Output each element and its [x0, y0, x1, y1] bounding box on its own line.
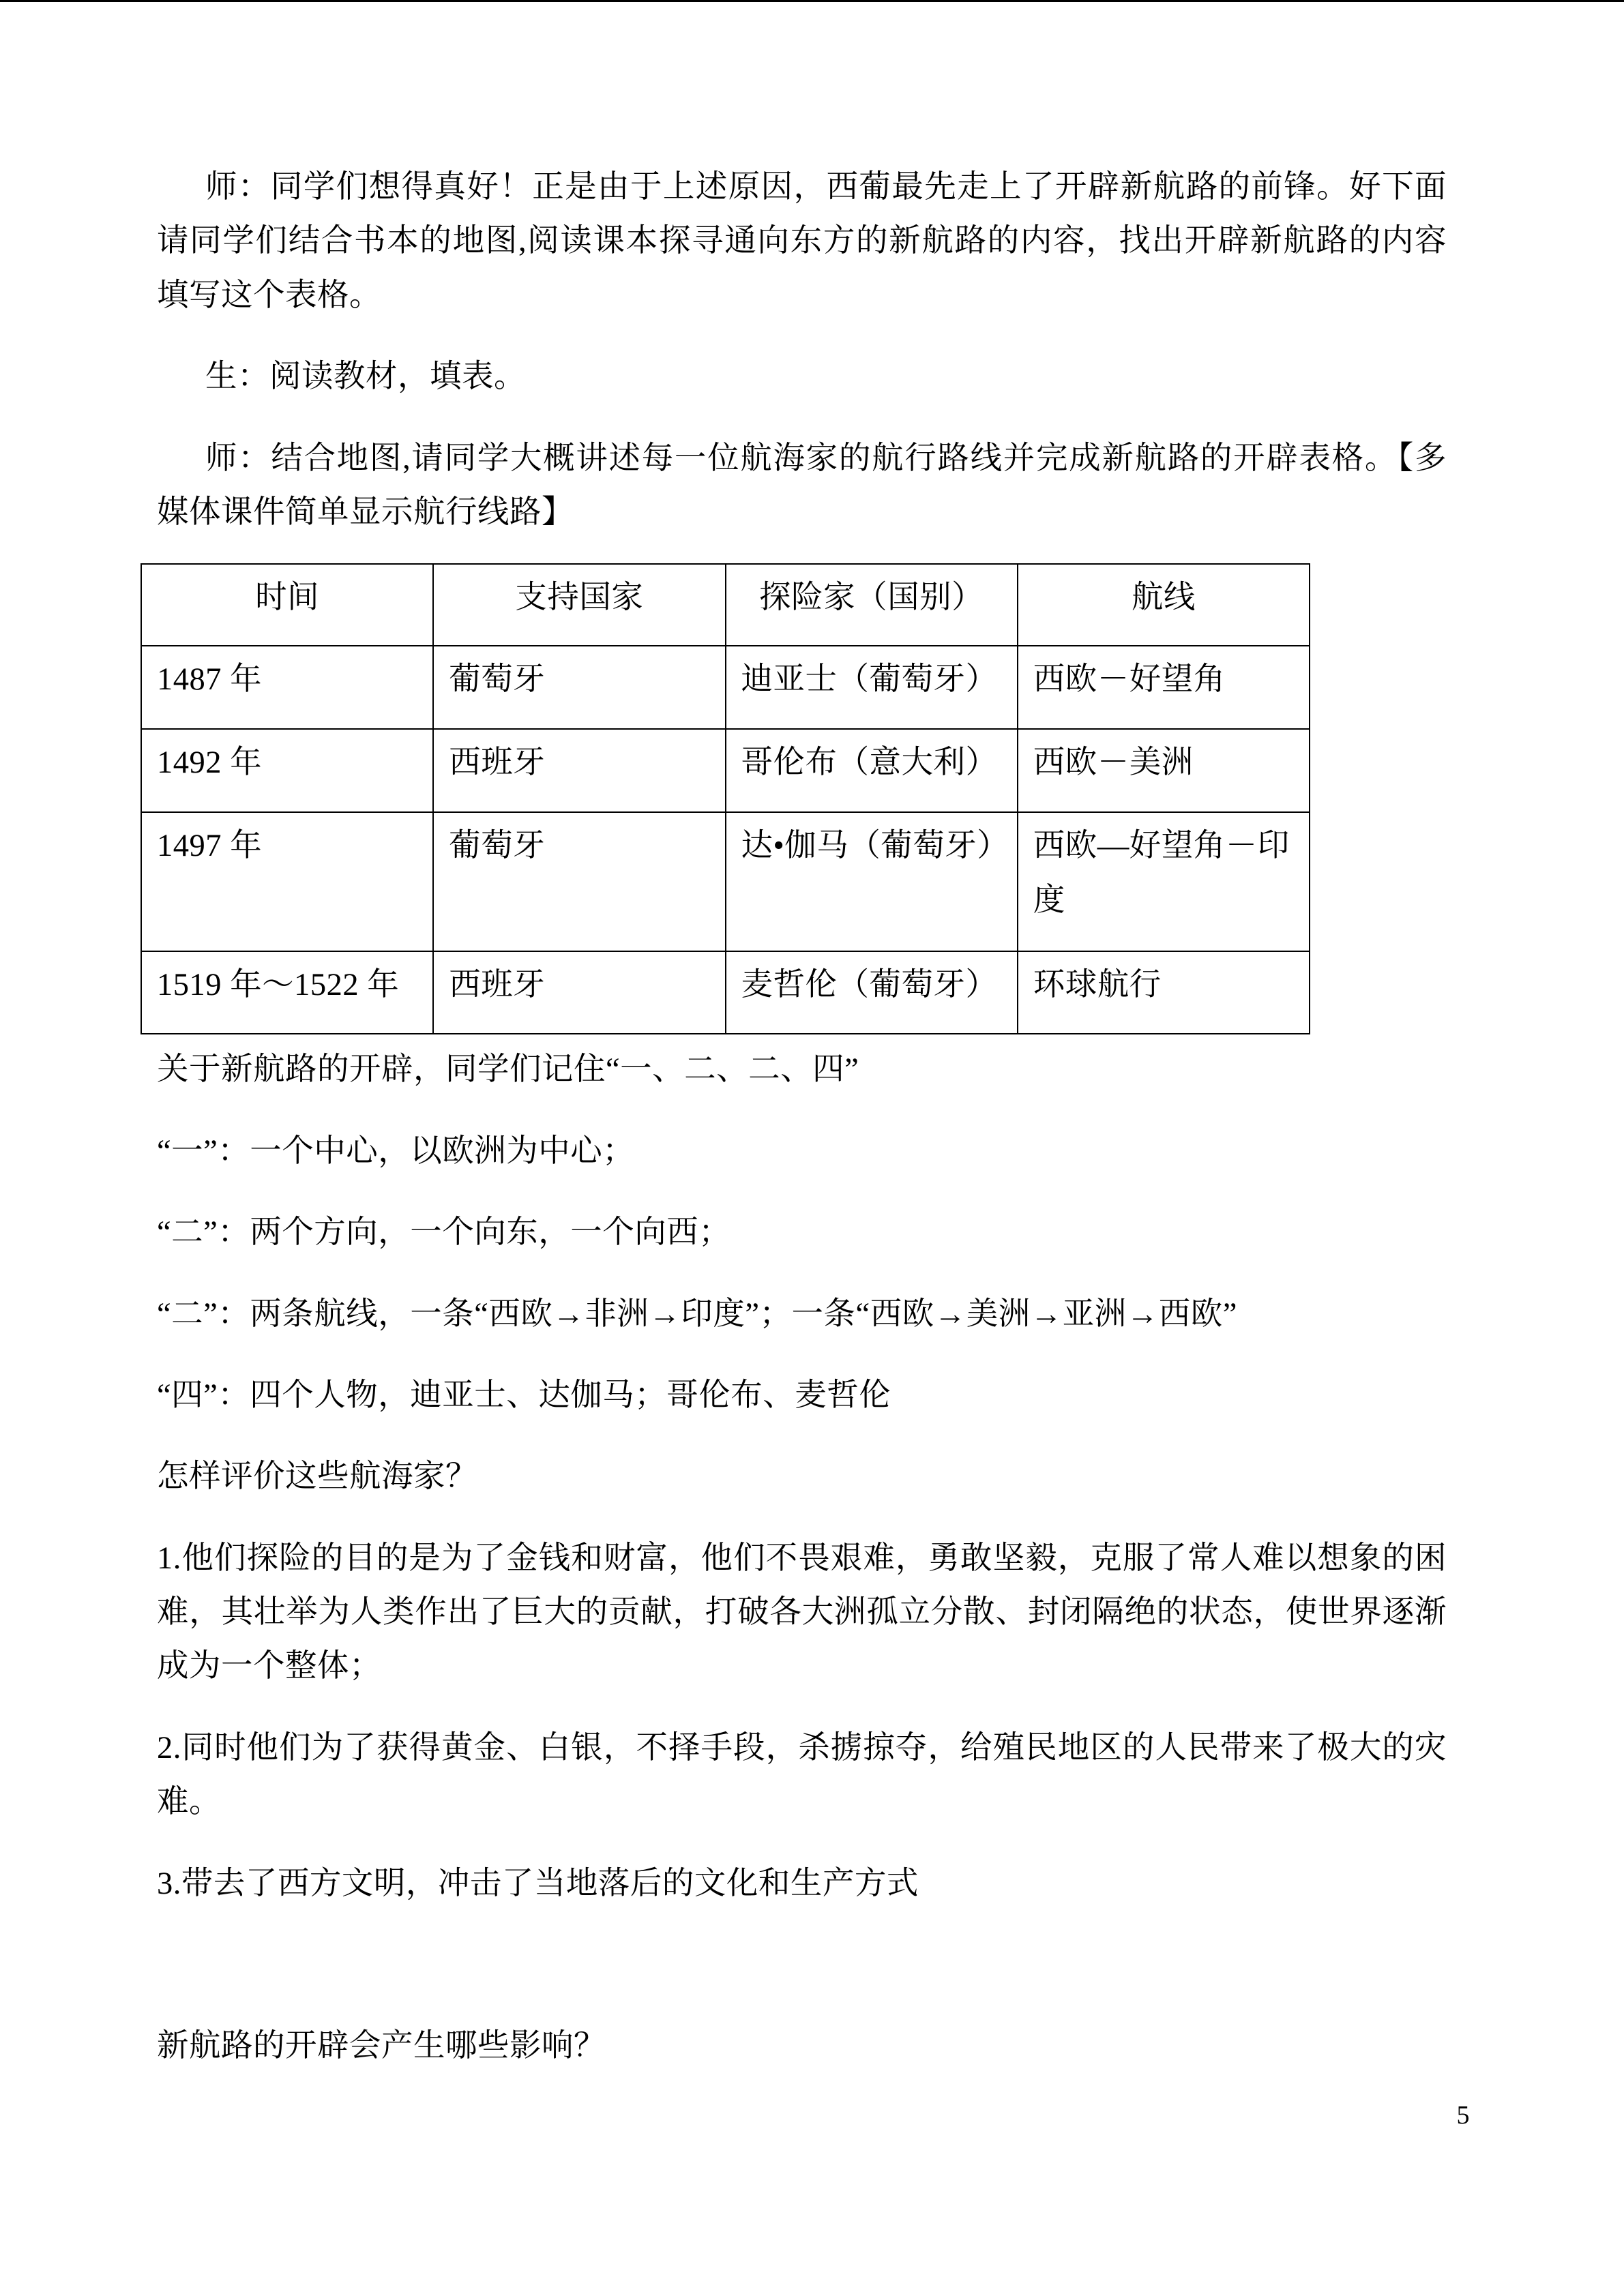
text-line: 师：结合地图,请同学大概讲述每一位航海家的航行路线并完成新航路的开辟表格。【多 [205, 441, 1447, 476]
page-content [157, 160, 1447, 2101]
text-line: 1.他们探险的目的是为了金钱和财富，他们不畏艰难，勇敢坚毅，克服了常人难以想象的困 [157, 1540, 1447, 1576]
cell-sponsor-country: 葡萄牙 [433, 646, 725, 729]
text-line: 难。 [157, 1785, 221, 1820]
cell-time: 1492 年 [141, 729, 433, 812]
mnemonic-intro-paragraph [157, 1043, 1447, 1097]
text-line: 填写这个表格。 [157, 278, 381, 313]
cell-explorer: 麦哲伦（葡萄牙） [726, 951, 1018, 1034]
text-line: 3.带去了西方文明，冲击了当地落后的文化和生产方式 [157, 1866, 919, 1901]
text-line: 怎样评价这些航海家？ [157, 1459, 477, 1495]
text-line: 请同学们结合书本的地图,阅读课本探寻通向东方的新航路的内容，找出开辟新航路的内容 [157, 224, 1447, 259]
text-line: “二”：两个方向，一个向东，一个向西； [157, 1215, 731, 1251]
cell-route: 环球航行 [1018, 951, 1310, 1034]
header-explorer: 探险家（国别） [726, 564, 1018, 646]
header-route: 航线 [1018, 564, 1310, 646]
cell-time: 1487 年 [141, 646, 433, 729]
text-line: “一”：一个中心，以欧洲为中心； [157, 1133, 635, 1169]
mnemonic-point [157, 1206, 1447, 1259]
cell-sponsor-country: 葡萄牙 [433, 812, 725, 951]
teacher-prompt-paragraph [157, 160, 1447, 323]
student-reply-paragraph [157, 350, 1447, 404]
text-line: 成为一个整体； [157, 1649, 381, 1684]
mnemonic-point [157, 1369, 1447, 1422]
text-line: 2.同时他们为了获得黄金、白银，不择手段，杀掳掠夺，给殖民地区的人民带来了极大的灾 [157, 1730, 1447, 1765]
cell-sponsor-country: 西班牙 [433, 729, 725, 812]
table-row [141, 729, 1310, 812]
text-line: 师：同学们想得真好！正是由于上述原因，西葡最先走上了开辟新航路的前锋。好下面 [205, 170, 1447, 205]
text-line: “二”：两条航线，一条“西欧→非洲→印度”；一条“西欧→美洲→亚洲→西欧” [157, 1296, 1237, 1332]
blank-paragraph [157, 1938, 1447, 1992]
evaluation-answer [157, 1857, 1447, 1911]
cell-sponsor-country: 西班牙 [433, 951, 725, 1034]
evaluation-answer [157, 1532, 1447, 1694]
header-time: 时间 [141, 564, 433, 646]
cell-time: 1519 年～1522 年 [141, 951, 433, 1034]
page-number: 5 [1456, 2101, 1470, 2130]
closing-question [157, 2019, 1447, 2073]
cell-time: 1497 年 [141, 812, 433, 951]
page-top-border [0, 0, 1624, 2]
table-row [141, 646, 1310, 729]
text-line: 新航路的开辟会产生哪些影响？ [157, 2029, 606, 2064]
text-line: 关于新航路的开辟，同学们记住“一、二、二、四” [157, 1052, 859, 1088]
cell-explorer: 达•伽马（葡萄牙） [726, 812, 1018, 951]
teacher-instruction-paragraph [157, 432, 1447, 540]
evaluation-answer [157, 1721, 1447, 1830]
cell-explorer: 哥伦布（意大利） [726, 729, 1018, 812]
table-row [141, 951, 1310, 1034]
text-line: 难，其壮举为人类作出了巨大的贡献，打破各大洲孤立分散、封闭隔绝的状态，使世界逐渐 [157, 1595, 1447, 1630]
text-line: 生：阅读教材，填表。 [205, 359, 526, 395]
header-sponsor-country: 支持国家 [433, 564, 725, 646]
cell-route: 西欧－好望角 [1018, 646, 1310, 729]
cell-explorer: 迪亚士（葡萄牙） [726, 646, 1018, 729]
table-header-row [141, 564, 1310, 646]
text-line: 媒体课件简单显示航行线路】 [157, 494, 574, 530]
new-sea-route-table [141, 563, 1310, 1034]
evaluation-question [157, 1450, 1447, 1504]
mnemonic-point [157, 1287, 1447, 1341]
table-row [141, 812, 1310, 951]
cell-route: 西欧—好望角－印度 [1018, 812, 1310, 951]
cell-route: 西欧－美洲 [1018, 729, 1310, 812]
mnemonic-point [157, 1124, 1447, 1178]
text-line: “四”：四个人物，迪亚士、达伽马；哥伦布、麦哲伦 [157, 1377, 891, 1413]
